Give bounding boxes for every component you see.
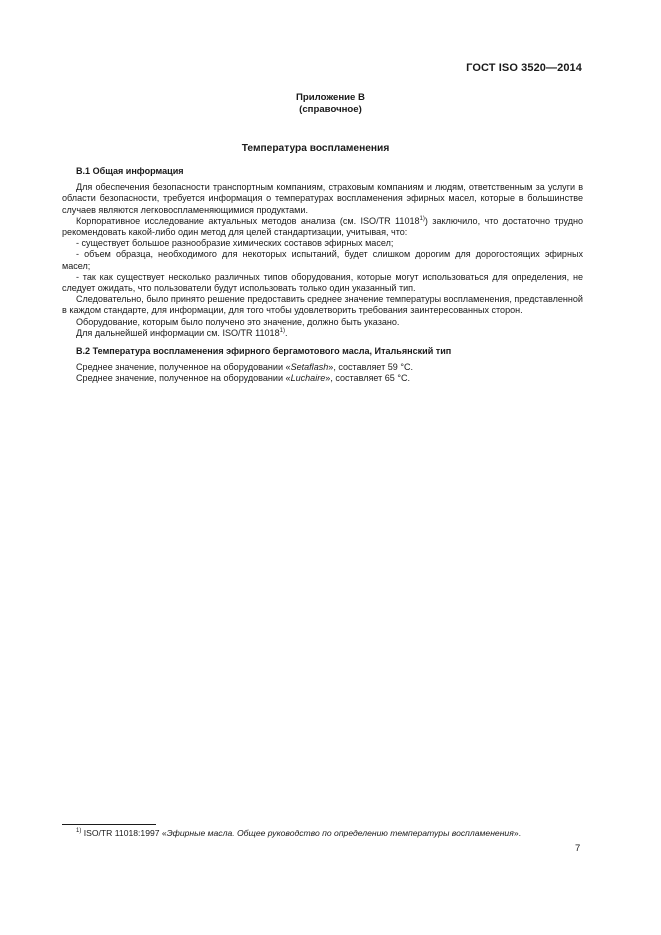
section-heading-b2: В.2 Температура воспламенения эфирного бергамотового масла, Итальянский тип — [76, 346, 452, 357]
document-body — [62, 166, 583, 385]
value-line — [62, 362, 583, 373]
value-line-text: Среднее значение, полученное на оборудовании « — [76, 362, 291, 373]
paragraph-text: ) заключило, что достаточно трудно рекомендовать какой-либо один метод для целей стандартизации, учитывая, что: — [62, 215, 584, 238]
footnote — [76, 828, 596, 838]
device-name: Setaflash — [290, 362, 329, 373]
paragraph: Для обеспечения безопасности транспортным компаниям, страховым компаниям и людям, ответственным за услуги в области безопасности, требуется информация о температурах воспламенения эфирных масел, которые в большинстве случаев являются легковоспламеняющимися продуктами. — [62, 182, 583, 215]
page-title: Температура воспламенения — [241, 143, 390, 154]
value-line-text: », составляет 65 °С. — [325, 373, 410, 384]
list-item: - так как существует несколько различных типов оборудования, которые могут использоваться для определения, не следует ожидать, что пользователи будут использовать только один указанный тип. — [62, 271, 583, 294]
annex-header — [0, 92, 661, 116]
footnote-mark: 1) — [76, 828, 82, 834]
device-name: Luchaire — [290, 373, 326, 384]
paragraph-with-reference — [62, 328, 583, 339]
value-line-text: », составляет 59 °С. — [328, 362, 414, 373]
list-item: - объем образца, необходимого для некоторых испытаний, будет слишком дорогим для дорогостоящих эфирных масел; — [62, 249, 583, 271]
paragraph-text: Для дальнейшей информации см. ISO/TR 11018 — [76, 327, 280, 338]
footnote-reference: 1) — [419, 215, 425, 222]
annex-status: (справочное) — [299, 104, 362, 115]
document-code: ГОСТ ISO 3520—2014 — [466, 62, 582, 74]
page-number: 7 — [575, 843, 581, 854]
paragraph: Следовательно, было принято решение предоставить среднее значение температуры воспламенения, представленной в каждом стандарте, для информации, для того чтобы удовлетворить требования заинтересованных сторон. — [62, 294, 583, 316]
value-line — [62, 373, 583, 384]
footnote-divider — [62, 824, 156, 825]
footnote-reference: 1) — [279, 327, 285, 334]
list-item: - существует большое разнообразие химических составов эфирных масел; — [76, 238, 394, 249]
paragraph: Оборудование, которым было получено это значение, должно быть указано. — [76, 316, 400, 327]
annex-title: Приложение В — [296, 92, 365, 103]
paragraph-with-reference — [62, 216, 583, 238]
value-line-text: Среднее значение, полученное на оборудовании « — [76, 373, 291, 384]
paragraph-text: Корпоративное исследование актуальных методов анализа (см. ISO/TR 11018 — [76, 215, 420, 226]
footnote-end: ». — [513, 828, 521, 838]
paragraph-text: . — [284, 327, 288, 338]
footnote-reference-text: ISO/TR 11018:1997 « — [83, 828, 167, 838]
footnote-title: Эфирные масла. Общее руководство по определению температуры воспламенения — [166, 828, 514, 838]
section-heading-b1: В.1 Общая информация — [76, 166, 184, 176]
